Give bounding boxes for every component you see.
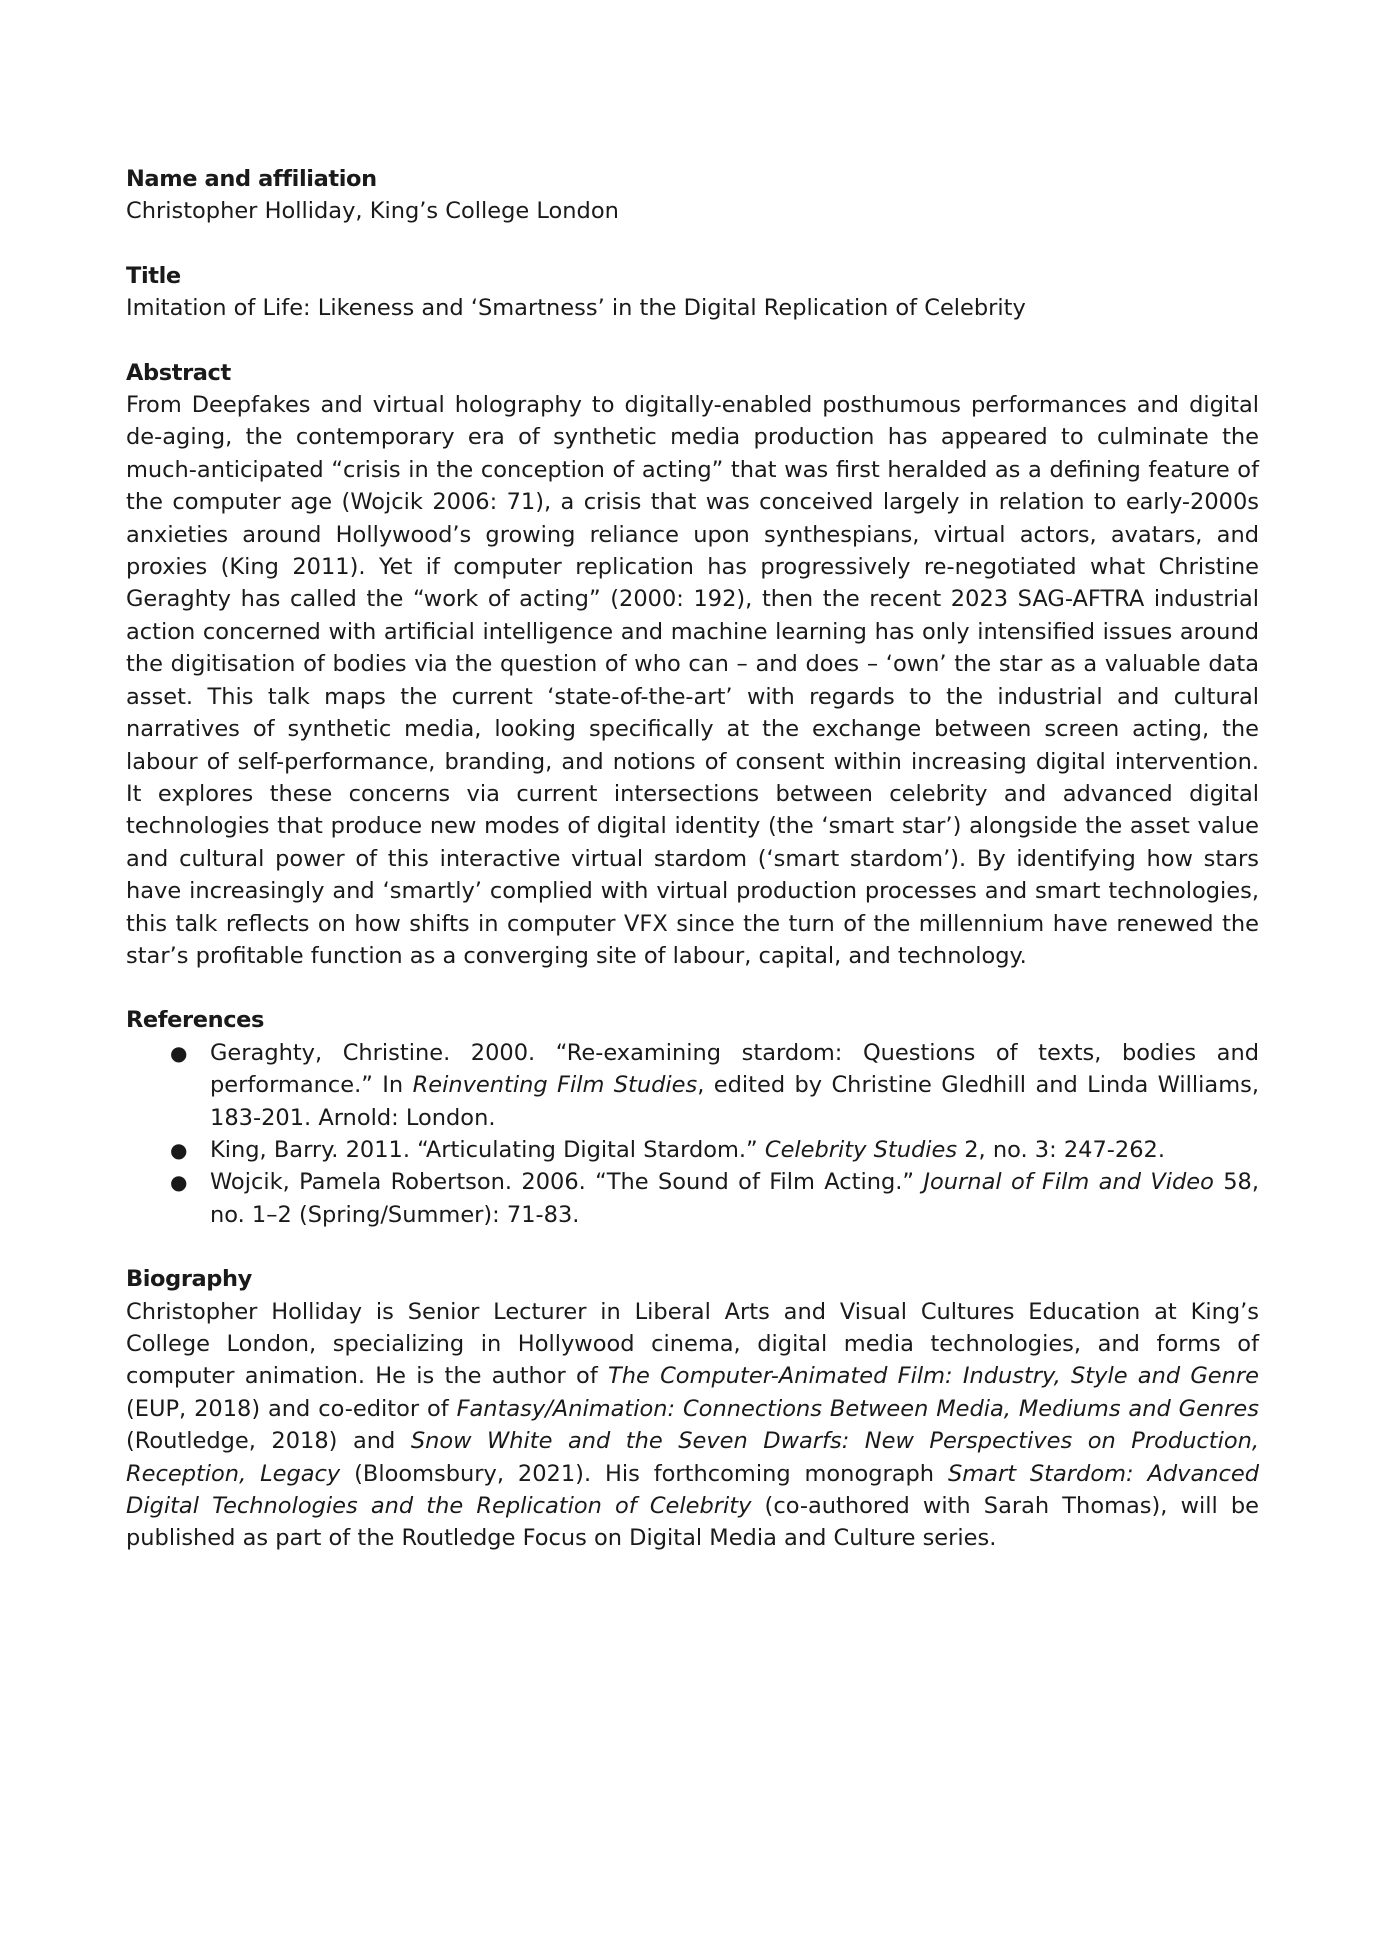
references-heading: References xyxy=(126,1007,264,1034)
bullet-icon: ● xyxy=(170,1170,188,1195)
name-affiliation-text: Christopher Holliday, King’s College London xyxy=(126,198,619,225)
reference-item xyxy=(126,1037,1259,1134)
name-affiliation-section xyxy=(126,163,1259,228)
references-list xyxy=(126,1037,1259,1231)
biography-italic-title: The Computer-Animated Film: Industry, Style and Genre xyxy=(608,1363,1259,1390)
reference-italic-title: Celebrity Studies xyxy=(764,1136,958,1163)
biography-section xyxy=(126,1263,1259,1555)
reference-text: 2, no. 3: 247-262. xyxy=(957,1136,1165,1163)
biography-text-part: (Routledge, 2018) and xyxy=(126,1428,411,1455)
title-heading: Title xyxy=(126,262,181,289)
reference-text: Geraghty, Christine. 2000. “Re-examining stardom: Questions of texts, bodies and performance.” In xyxy=(210,1039,1259,1099)
bullet-icon: ● xyxy=(170,1137,188,1162)
biography-text-part: (EUP, 2018) and co-editor of xyxy=(126,1395,457,1422)
name-affiliation-heading: Name and affiliation xyxy=(126,166,377,192)
reference-text: Wojcik, Pamela Robertson. 2006. “The Sound of Film Acting.” xyxy=(210,1169,924,1196)
reference-text: 58, no. 1–2 (Spring/Summer): 71-83. xyxy=(210,1169,1259,1228)
reference-italic-title: Journal of Film and Video xyxy=(923,1169,1214,1196)
biography-text-part: (Bloomsbury, 2021). His forthcoming monograph xyxy=(340,1460,948,1487)
title-text: Imitation of Life: Likeness and ‘Smartness’ in the Digital Replication of Celebrity xyxy=(126,295,1026,322)
biography-text-part: Christopher Holliday is Senior Lecturer in Liberal Arts and Visual Cultures Education at King’s College London, specializing in Hollywood cinema, digital media technologies, and forms of computer animation. He is the author of xyxy=(126,1298,1259,1390)
title-section xyxy=(126,260,1259,325)
document-page xyxy=(126,163,1259,1555)
abstract-section xyxy=(126,357,1259,973)
bullet-icon: ● xyxy=(170,1040,188,1065)
biography-heading: Biography xyxy=(126,1266,252,1293)
biography-italic-title: Smart Stardom: Advanced Digital Technologies and the Replication of Celebrity xyxy=(126,1460,1259,1520)
biography-text xyxy=(126,1296,1259,1555)
abstract-text: From Deepfakes and virtual holography to digitally-enabled posthumous performances and digital de-aging, the contemporary era of synthetic media production has appeared to culminate the much-anticipated “crisis in the conception of acting” that was first heralded as a defining feature of the computer age (Wojcik 2006: 71), a crisis that was conceived largely in relation to early-2000s anxieties around Hollywood’s growing reliance upon synthespians, virtual actors, avatars, and proxies (King 2011). Yet if computer replication has progressively re-negotiated what Christine Geraghty has called the “work of acting” (2000: 192), then the recent 2023 SAG-AFTRA industrial action concerned with artificial intelligence and machine learning has only intensified issues around the digitisation of bodies via the question of who can – and does – ‘own’ the star as a valuable data asset. This talk maps the current ‘state-of-the-art’ with regards to the industrial and cultural narratives of synthetic media, looking specifically at the exchange between screen acting, the labour of self-performance, branding, and notions of consent within increasing digital intervention. It explores these concerns via current intersections between celebrity and advanced digital technologies that produce new modes of digital identity (the ‘smart star’) alongside the asset value and cultural power of this interactive virtual stardom (‘smart stardom’). By identifying how stars have increasingly and ‘smartly’ complied with virtual production processes and smart technologies, this talk reflects on how shifts in computer VFX since the turn of the millennium have renewed the star’s profitable function as a converging site of labour, capital, and technology. xyxy=(126,392,1259,969)
references-section xyxy=(126,1004,1259,1231)
reference-item xyxy=(126,1134,1259,1166)
biography-text-part: (co-authored with Sarah Thomas), will be published as part of the Routledge Focus on Digital Media and Culture series. xyxy=(126,1493,1259,1552)
biography-italic-title: Snow White and the Seven Dwarfs: New Perspectives on Production, Reception, Legacy xyxy=(126,1428,1259,1487)
reference-italic-title: Reinventing Film Studies xyxy=(412,1072,698,1099)
reference-text: King, Barry. 2011. “Articulating Digital Stardom.” xyxy=(210,1136,765,1163)
abstract-heading: Abstract xyxy=(126,359,231,386)
biography-italic-title: Fantasy/Animation: Connections Between Media, Mediums and Genres xyxy=(456,1395,1259,1422)
reference-item xyxy=(126,1166,1259,1231)
reference-text: , edited by Christine Gledhill and Linda Williams, 183-201. Arnold: London. xyxy=(210,1072,1260,1131)
